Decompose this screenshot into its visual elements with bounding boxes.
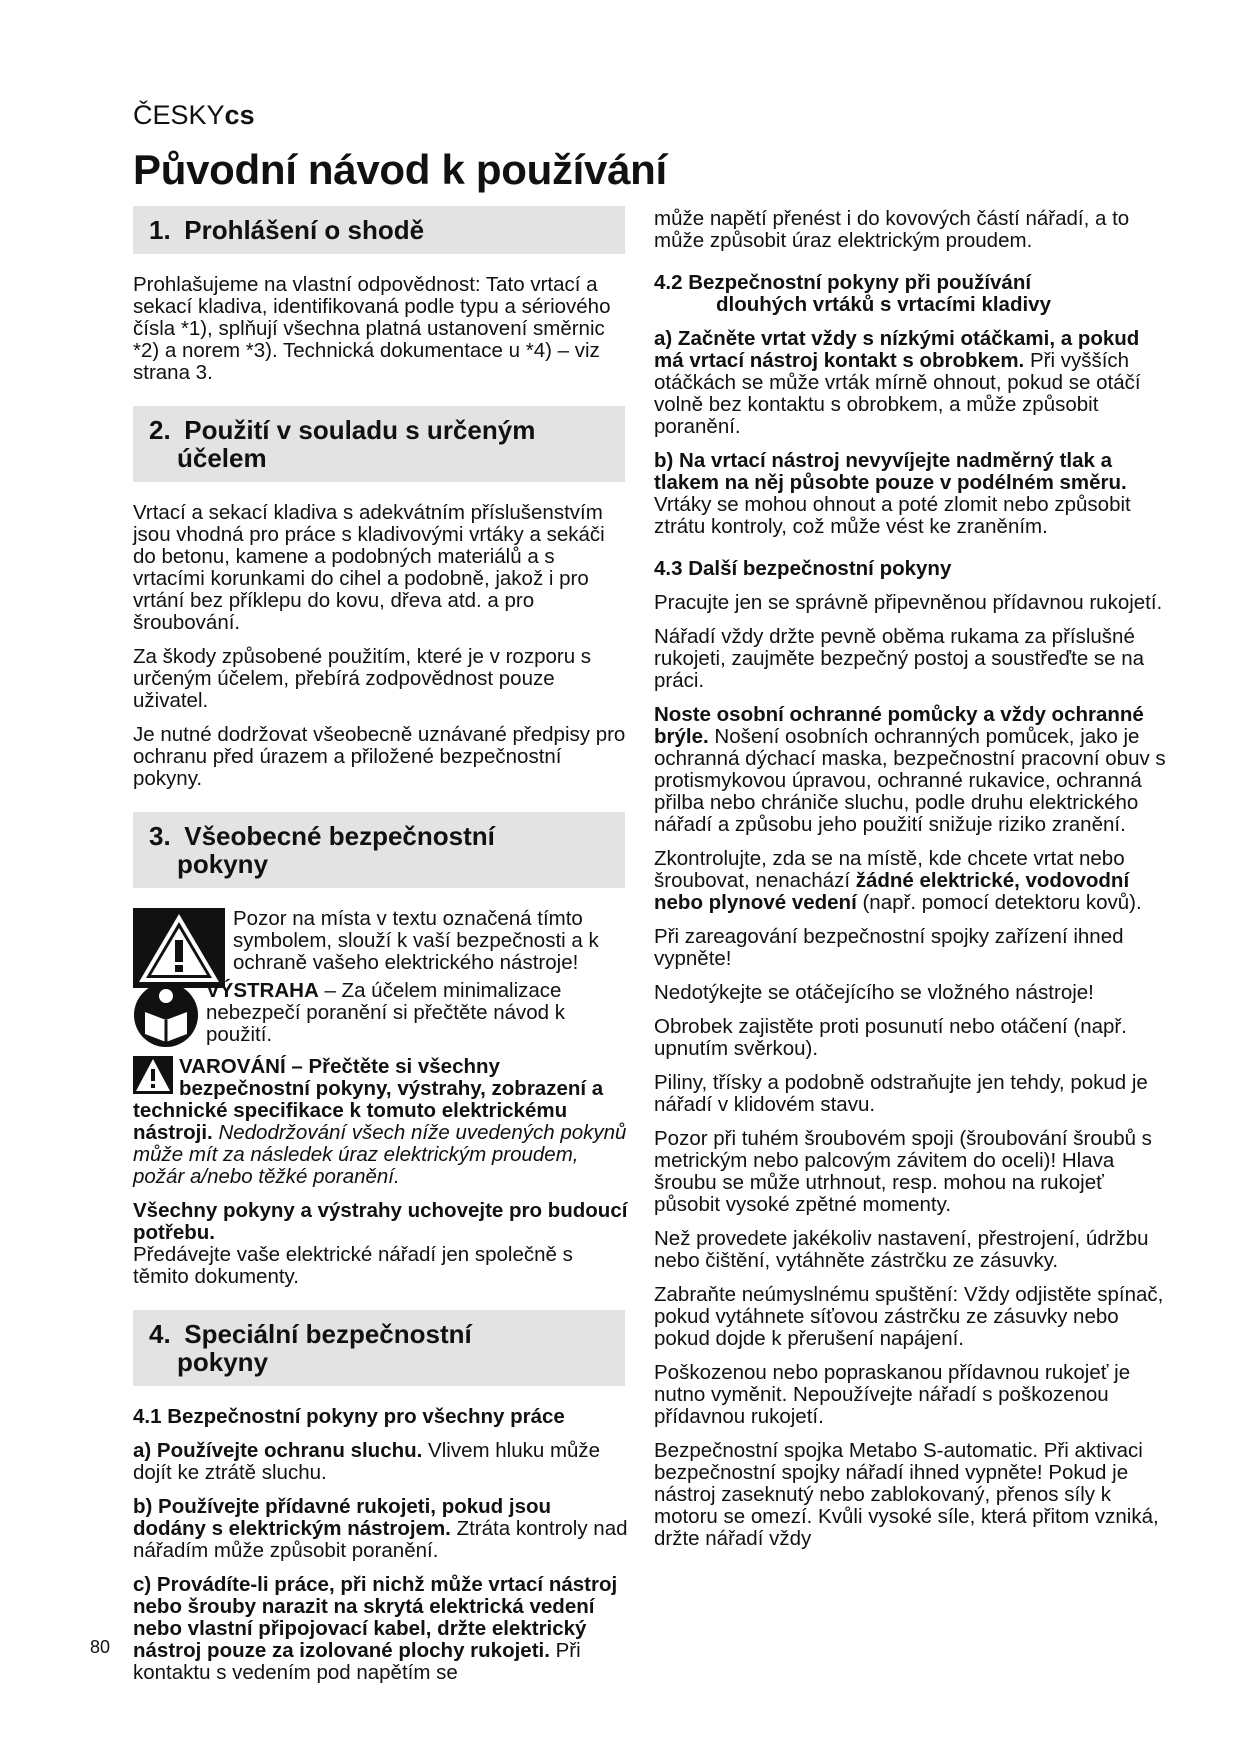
section-4-heading: 4. Speciální bezpečnostní pokyny — [133, 1310, 625, 1386]
keep-instructions: Všechny pokyny a výstrahy uchovejte pro budoucí potřebu. Předávejte vaše elektrické nářadí jen společně s těmito dokumenty. — [133, 1199, 628, 1288]
paragraph: Pracujte jen se správně připevněnou přídavnou rukojetí. — [654, 591, 1163, 614]
paragraph: Vrtací a sekací kladiva s adekvátním příslušenstvím jsou vhodná pro práce s kladivovými vrtáky a sekáči do betonu, kamene a podobných materiálů a s vrtacími korunkami do cihel a podobně, jakož i pro vrtání bez příklepu do kovu, dřeva atd. a pro šroubování. — [133, 501, 605, 634]
warning-note: Pozor na místa v textu označená tímto symbolem, slouží k vaší bezpečnosti a k ochraně vašeho elektrického nástroje! — [133, 908, 628, 974]
section-1-heading: 1. Prohlášení o shodě — [133, 206, 625, 254]
paragraph: Zabraňte neúmyslnému spuštění: Vždy odjistěte spínač, pokud vytáhnete síťovou zástrčku ze zásuvky nebo pokud dojde k přerušení napájení. — [654, 1283, 1164, 1350]
warning-paragraph: VAROVÁNÍ – Přečtěte si všechny bezpečnostní pokyny, výstrahy, zobrazení a technické specifikace k tomuto elektrickému nástroji. Nedodržování všech níže uvedených pokynů může mít za následek úraz elektrickým proudem, požár a/nebo těžké poranění. — [133, 1055, 627, 1188]
right-column — [654, 208, 1174, 1562]
paragraph: c) Provádíte-li práce, při nichž může vrtací nástroj nebo šrouby narazit na skrytá elektrická vedení nebo vlastní připojovací kabel, držte elektrický nástroj pouze za izolované plochy rukojeti. Při kontaktu s vedením pod napětím se — [133, 1573, 618, 1684]
subsection-4-2: 4.2 Bezpečnostní pokyny při používání dlouhých vrtáků s vrtacími kladivy — [654, 271, 1051, 316]
paragraph: Zkontrolujte, zda se na místě, kde chcete vrtat nebo šroubovat, nenachází žádné elektrické, vodovodní nebo plynové vedení (např. pomocí detektoru kovů). — [654, 847, 1142, 914]
paragraph: Než provedete jakékoliv nastavení, přestrojení, údržbu nebo čištění, vytáhněte zástrčku ze zásuvky. — [654, 1227, 1149, 1272]
paragraph: Nářadí vždy držte pevně oběma rukama za příslušné rukojeti, zaujměte bezpečný postoj a soustřeďte se na práci. — [654, 625, 1145, 692]
paragraph: a) Začněte vrtat vždy s nízkými otáčkami, a pokud má vrtací nástroj kontakt s obrobkem. Při vyšších otáčkách se může vrták mírně ohnout, pokud se otáčí volně bez kontaktu s obrobkem, a může způsobit poranění. — [654, 327, 1141, 438]
paragraph: Obrobek zajistěte proti posunutí nebo otáčení (např. upnutím svěrkou). — [654, 1015, 1127, 1060]
subsection-4-3: 4.3 Další bezpečnostní pokyny — [654, 557, 952, 580]
page-number: 80 — [90, 1637, 111, 1657]
warning-small-icon — [133, 1056, 173, 1099]
paragraph: Pozor při tuhém šroubovém spoji (šroubování šroubů s metrickým nebo palcovým závitem do oceli)! Hlava šroubu se může utrhnout, resp. mohou na rukojeť působit vysoké zpětné momenty. — [654, 1127, 1152, 1216]
paragraph: a) Používejte ochranu sluchu. Vlivem hluku může dojít ke ztrátě sluchu. — [133, 1439, 601, 1484]
subsection-4-1: 4.1 Bezpečnostní pokyny pro všechny práce — [133, 1405, 565, 1428]
left-column — [133, 206, 628, 1696]
section-2-heading: 2. Použití v souladu s určeným účelem — [133, 406, 625, 482]
read-manual-note: VÝSTRAHA – Za účelem minimalizace nebezpečí poranění si přečtěte návod k použití. — [133, 980, 628, 1046]
paragraph: b) Používejte přídavné rukojeti, pokud jsou dodány s elektrickým nástrojem. Ztráta kontroly nad nářadím může způsobit poranění. — [133, 1495, 628, 1562]
declaration-text: Prohlašujeme na vlastní odpovědnost: Tato vrtací a sekací kladiva, identifikovaná podle typu a sériového čísla *1), splňují všechna platná ustanovení směrnic *2) a norem *3). Technická dokumentace u *4) – viz strana 3. — [133, 273, 611, 384]
paragraph: Piliny, třísky a podobně odstraňujte jen tehdy, pokud je nářadí v klidovém stavu. — [654, 1071, 1148, 1116]
language-label: ČESKYcs — [133, 100, 255, 130]
paragraph: b) Na vrtací nástroj nevyvíjejte nadměrný tlak a tlakem na něj působte pouze v podélném směru. Vrtáky se mohou ohnout a poté zlomit nebo způsobit ztrátu kontroly, což může vést ke zraněním. — [654, 449, 1131, 538]
paragraph: Nedotýkejte se otáčejícího se vložného nástroje! — [654, 981, 1094, 1004]
paragraph: Noste osobní ochranné pomůcky a vždy ochranné brýle. Nošení osobních ochranných pomůcek, jako je ochranná dýchací maska, bezpečnostní pracovní obuv s protismykovou úpravou, ochranné rukavice, ochranná přilba nebo chrániče sluchu, podle druhu elektrického nářadí a způsobu jeho použití snižuje riziko zranění. — [654, 703, 1166, 836]
paragraph: může napětí přenést i do kovových částí nářadí, a to může způsobit úraz elektrickým proudem. — [654, 207, 1130, 252]
paragraph: Poškozenou nebo popraskanou přídavnou rukojeť je nutno vyměnit. Nepoužívejte nářadí s poškozenou přídavnou rukojetí. — [654, 1361, 1131, 1428]
section-3-heading: 3. Všeobecné bezpečnostní pokyny — [133, 812, 625, 888]
read-manual-icon — [133, 982, 199, 1053]
paragraph: Bezpečnostní spojka Metabo S-automatic. Při aktivaci bezpečnostní spojky nářadí ihned vypněte! Pokud je nástroj zaseknutý nebo zablokovaný, přenos síly k motoru se omezí. Kvůli vysoké síle, která přitom vzniká, držte nářadí vždy — [654, 1439, 1159, 1550]
paragraph: Za škody způsobené použitím, které je v rozporu s určeným účelem, přebírá zodpovědnost pouze uživatel. — [133, 645, 592, 712]
page-title: Původní návod k používání — [133, 146, 667, 193]
paragraph: Je nutné dodržovat všeobecně uznávané předpisy pro ochranu před úrazem a přiložené bezpečnostní pokyny. — [133, 723, 626, 790]
paragraph: Při zareagování bezpečnostní spojky zařízení ihned vypněte! — [654, 925, 1124, 970]
